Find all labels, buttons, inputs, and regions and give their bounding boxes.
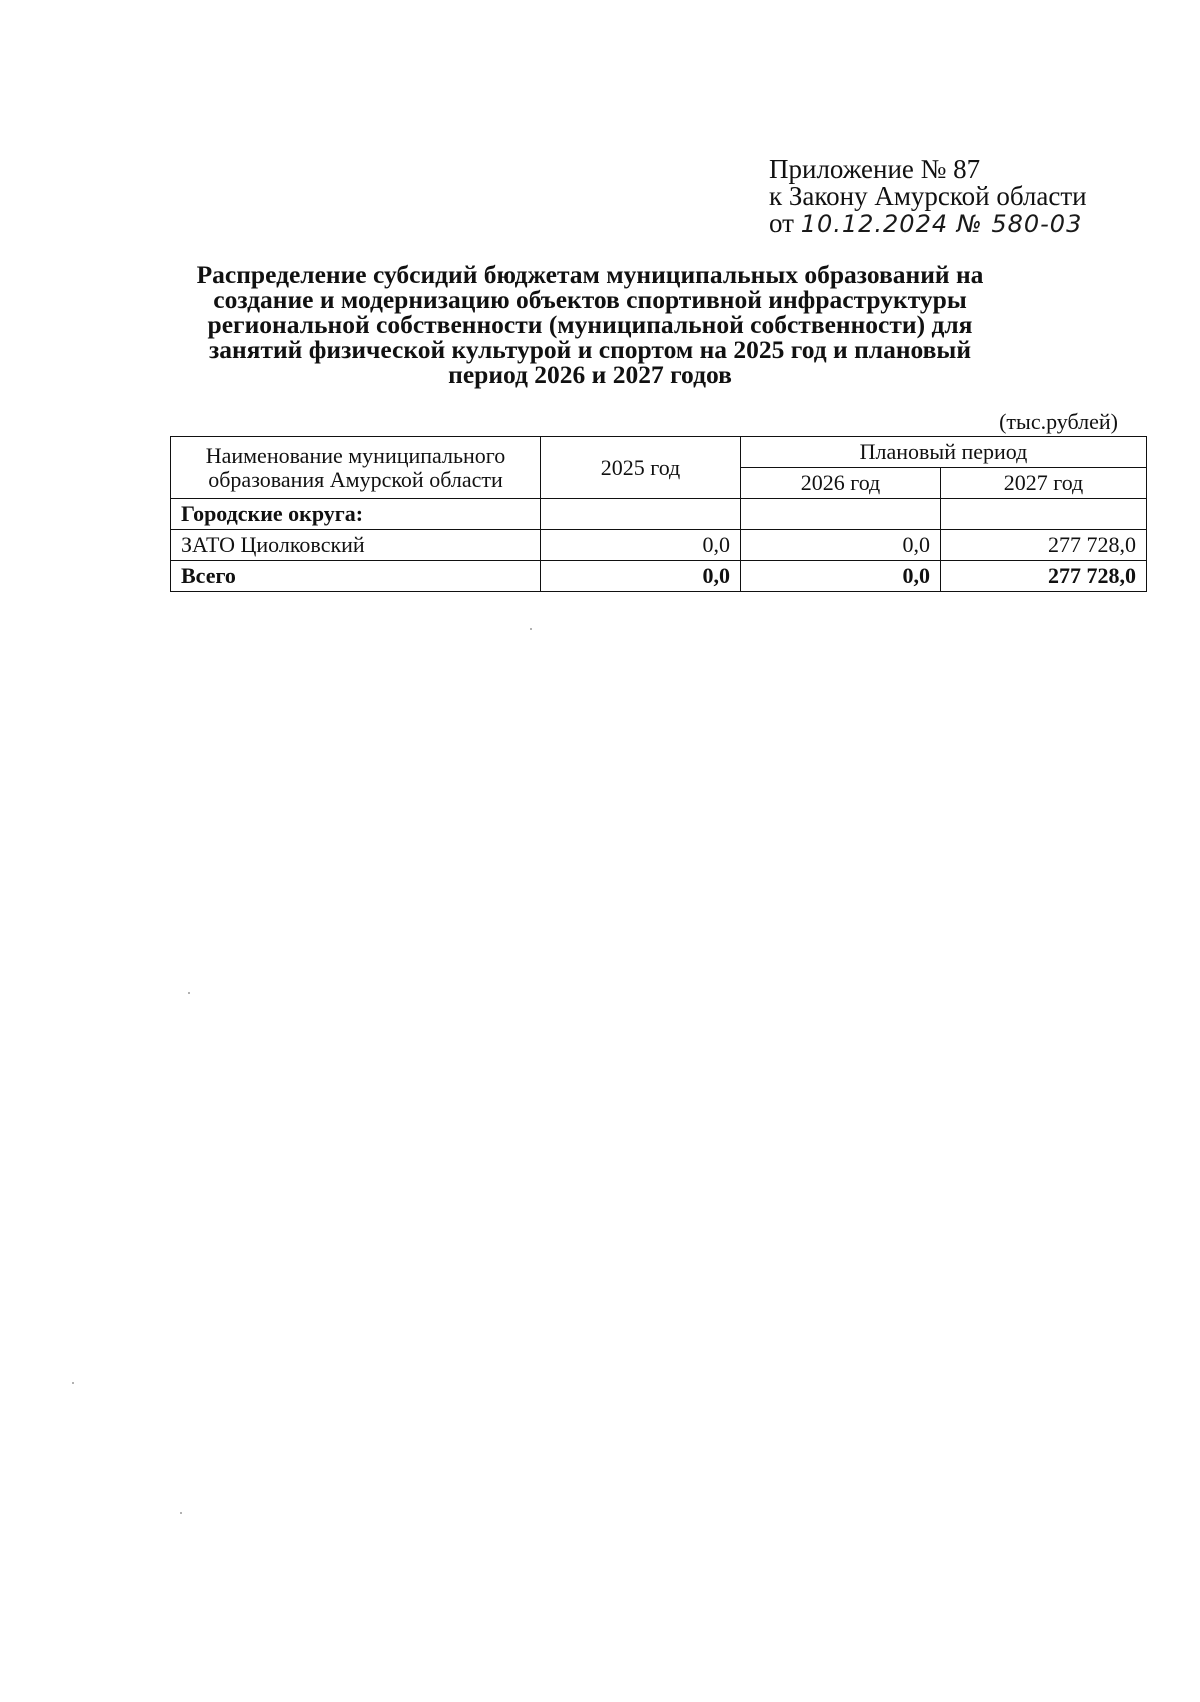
header-year-2027: 2027 год bbox=[941, 468, 1147, 499]
table-header-row-1 bbox=[171, 437, 1147, 468]
header-year-2026: 2026 год bbox=[741, 468, 941, 499]
appendix-number: Приложение № 87 bbox=[769, 154, 981, 184]
appendix-law-reference: к Закону Амурской области bbox=[769, 181, 1087, 211]
row-municipality: ЗАТО Циолковский bbox=[171, 530, 541, 561]
appendix-block bbox=[769, 156, 1087, 238]
section-label: Городские округа: bbox=[171, 499, 541, 530]
scan-speck bbox=[72, 1382, 74, 1384]
title-line-1: Распределение субсидий бюджетам муниципальных образований на bbox=[196, 260, 984, 289]
total-value-2027: 277 728,0 bbox=[941, 561, 1147, 592]
row-value-2027: 277 728,0 bbox=[941, 530, 1147, 561]
header-municipality-name bbox=[171, 437, 541, 499]
subsidy-table bbox=[170, 436, 1147, 592]
section-empty-2027 bbox=[941, 499, 1147, 530]
handwritten-date-number: 10.12.2024 № 580-03 bbox=[800, 210, 1083, 238]
total-value-2026: 0,0 bbox=[741, 561, 941, 592]
header-name-line-2: образования Амурской области bbox=[208, 466, 503, 492]
appendix-date-prefix: от bbox=[769, 208, 794, 238]
row-value-2026: 0,0 bbox=[741, 530, 941, 561]
scan-speck bbox=[180, 1512, 182, 1514]
document-title bbox=[140, 262, 1040, 387]
header-year-2025: 2025 год bbox=[541, 437, 741, 499]
header-planned-period: Плановый период bbox=[741, 437, 1147, 468]
title-line-4: занятий физической культурой и спортом на 2025 год и плановый bbox=[208, 335, 972, 364]
title-line-3: региональной собственности (муниципальной собственности) для bbox=[207, 310, 973, 339]
scan-speck bbox=[530, 628, 532, 630]
section-empty-2026 bbox=[741, 499, 941, 530]
total-value-2025: 0,0 bbox=[541, 561, 741, 592]
title-line-5: период 2026 и 2027 годов bbox=[448, 360, 732, 389]
total-row bbox=[171, 561, 1147, 592]
scan-speck bbox=[188, 992, 190, 994]
units-label: (тыс.рублей) bbox=[999, 409, 1118, 434]
table-row bbox=[171, 530, 1147, 561]
row-value-2025: 0,0 bbox=[541, 530, 741, 561]
appendix-date-line bbox=[769, 210, 1087, 238]
section-empty-2025 bbox=[541, 499, 741, 530]
header-name-line-1: Наименование муниципального bbox=[205, 442, 506, 468]
section-row bbox=[171, 499, 1147, 530]
title-line-2: создание и модернизацию объектов спортивной инфраструктуры bbox=[213, 285, 967, 314]
total-label: Всего bbox=[171, 561, 541, 592]
